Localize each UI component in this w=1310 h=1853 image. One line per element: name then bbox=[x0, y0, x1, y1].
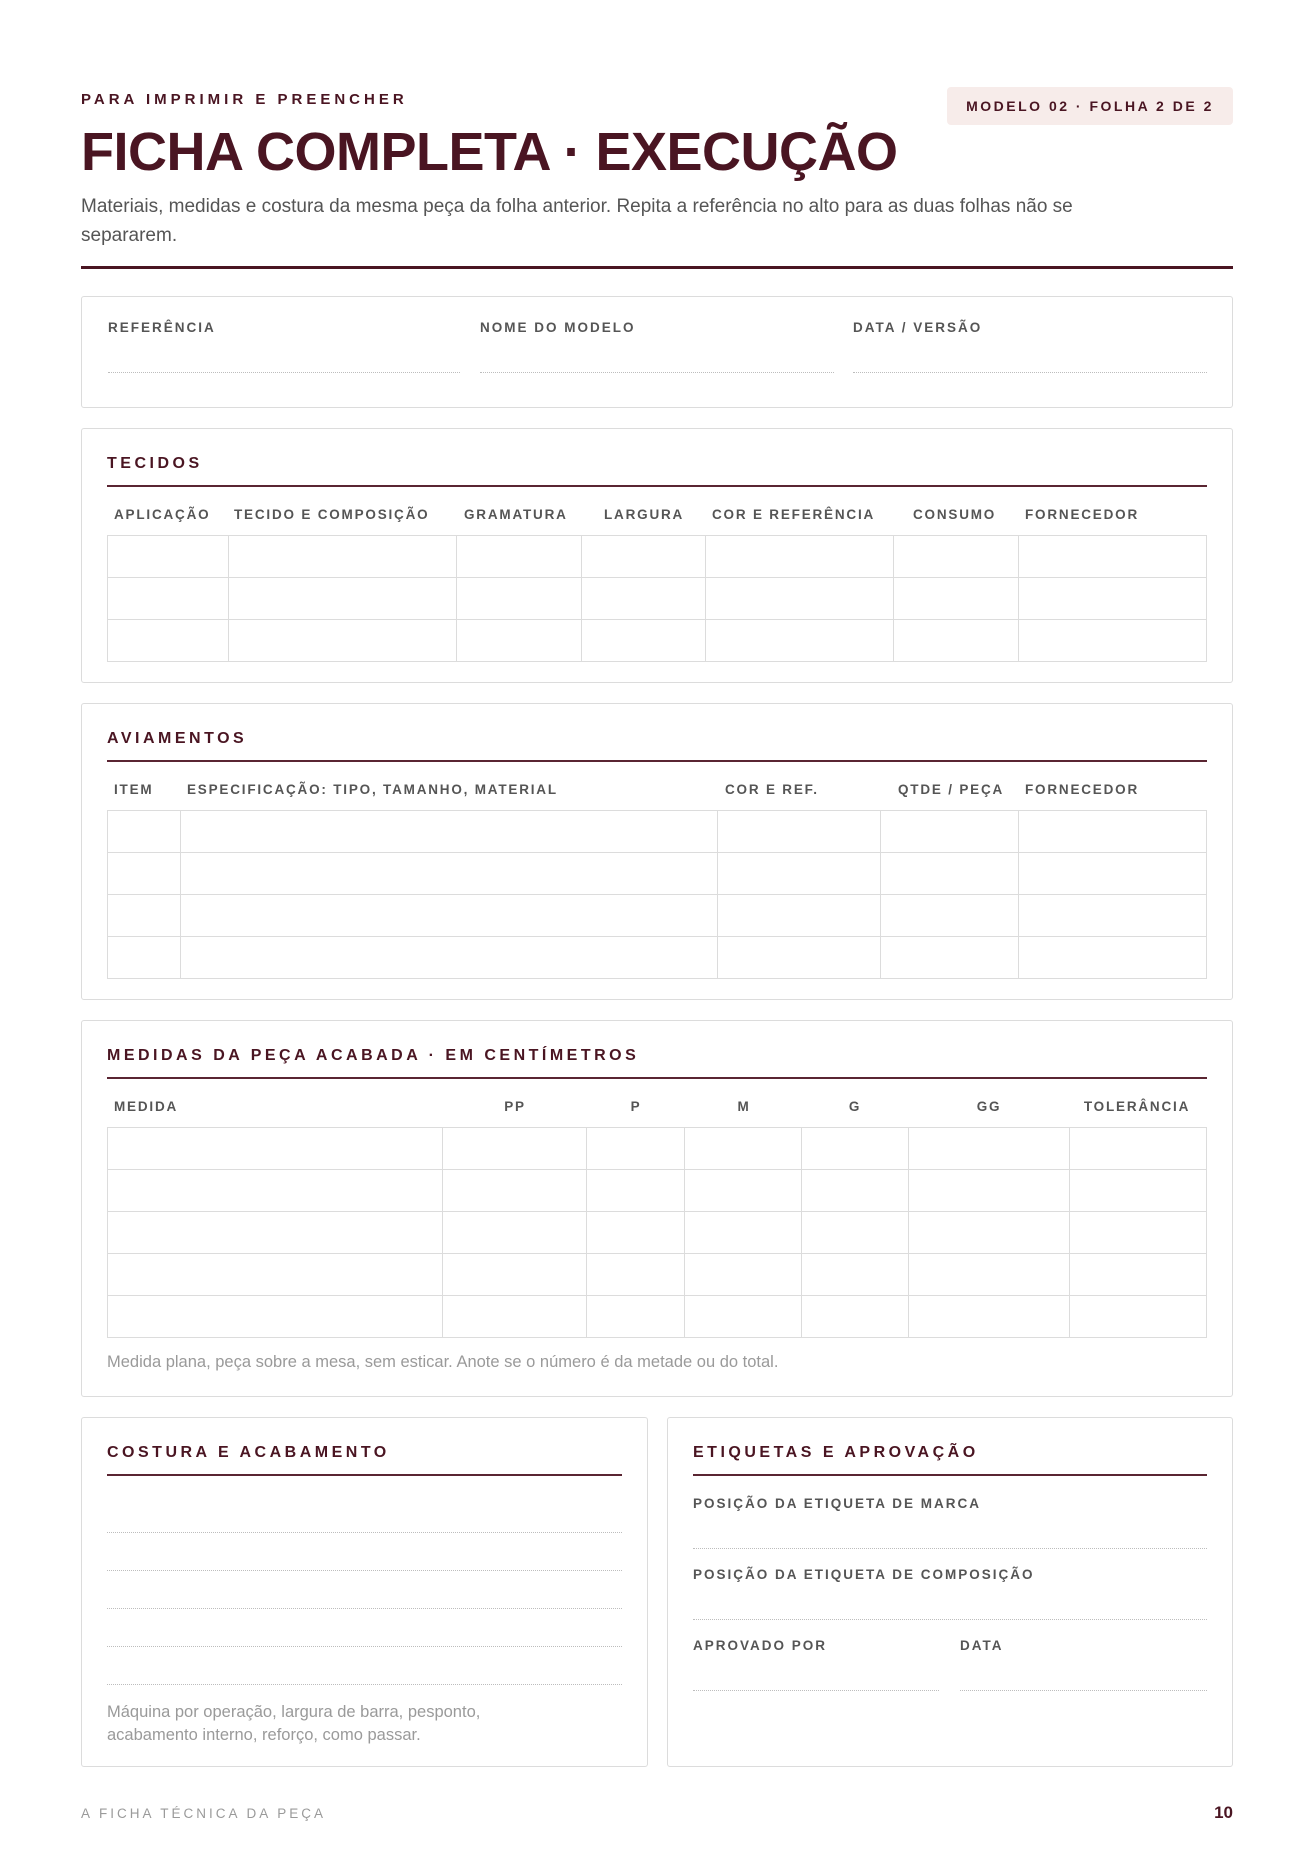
table-row bbox=[108, 1296, 1207, 1338]
etiqueta-composicao-field[interactable] bbox=[693, 1619, 1207, 1620]
tecidos-rule bbox=[107, 485, 1207, 487]
col-consumo: CONSUMO bbox=[913, 507, 997, 522]
col-largura: LARGURA bbox=[604, 507, 685, 522]
table-row bbox=[108, 1254, 1207, 1296]
col-cor-referencia: COR E REFERÊNCIA bbox=[712, 507, 876, 522]
col-p: P bbox=[630, 1099, 642, 1114]
col-m: M bbox=[737, 1099, 751, 1114]
col-g: G bbox=[848, 1099, 862, 1114]
col-medida: MEDIDA bbox=[114, 1099, 179, 1114]
medidas-table bbox=[107, 1127, 1207, 1338]
costura-note: Máquina por operação, largura de barra, pesponto, acabamento interno, reforço, como passar. bbox=[107, 1703, 481, 1744]
date-version-label: DATA / VERSÃO bbox=[853, 320, 983, 335]
costura-line[interactable] bbox=[107, 1684, 622, 1685]
tecidos-title: TECIDOS bbox=[107, 455, 203, 472]
costura-line[interactable] bbox=[107, 1646, 622, 1647]
col-aplicacao: APLICAÇÃO bbox=[114, 507, 211, 522]
header-rule bbox=[81, 266, 1233, 269]
aprovado-por-field[interactable] bbox=[693, 1690, 939, 1691]
col-especificacao: ESPECIFICAÇÃO: TIPO, TAMANHO, MATERIAL bbox=[187, 782, 558, 797]
etiquetas-section bbox=[667, 1417, 1233, 1767]
model-name-field[interactable] bbox=[480, 372, 834, 373]
date-version-field[interactable] bbox=[853, 372, 1207, 373]
costura-line[interactable] bbox=[107, 1532, 622, 1533]
etiqueta-marca-field[interactable] bbox=[693, 1548, 1207, 1549]
footer-left: A FICHA TÉCNICA DA PEÇA bbox=[81, 1806, 327, 1821]
table-row bbox=[108, 895, 1207, 937]
page bbox=[81, 0, 1233, 1853]
etiqueta-marca-label: POSIÇÃO DA ETIQUETA DE MARCA bbox=[693, 1496, 982, 1511]
table-row bbox=[108, 578, 1207, 620]
identification-box bbox=[81, 296, 1233, 408]
table-row bbox=[108, 536, 1207, 578]
page-title: FICHA COMPLETA · EXECUÇÃO bbox=[81, 122, 898, 182]
col-fornecedor: FORNECEDOR bbox=[1025, 507, 1140, 522]
reference-label: REFERÊNCIA bbox=[108, 320, 216, 335]
costura-section bbox=[81, 1417, 648, 1767]
page-subtitle: Materiais, medidas e costura da mesma peça da folha anterior. Repita a referência no alto para as duas folhas não se separarem. bbox=[81, 196, 1073, 246]
tecidos-table bbox=[107, 535, 1207, 662]
aviamentos-table bbox=[107, 810, 1207, 979]
etiquetas-rule bbox=[693, 1474, 1207, 1476]
col-tecido: TECIDO E COMPOSIÇÃO bbox=[234, 507, 430, 522]
table-row bbox=[108, 937, 1207, 979]
costura-line[interactable] bbox=[107, 1570, 622, 1571]
table-row bbox=[108, 811, 1207, 853]
col-item: ITEM bbox=[114, 782, 154, 797]
col-cor-ref: COR E REF. bbox=[725, 782, 819, 797]
medidas-rule bbox=[107, 1077, 1207, 1079]
table-row bbox=[108, 1128, 1207, 1170]
costura-title: COSTURA E ACABAMENTO bbox=[107, 1444, 390, 1461]
aviamentos-title: AVIAMENTOS bbox=[107, 730, 248, 747]
aprovado-por-label: APROVADO POR bbox=[693, 1638, 828, 1653]
kicker: PARA IMPRIMIR E PREENCHER bbox=[81, 91, 408, 108]
col-gg: GG bbox=[976, 1099, 1002, 1114]
aviamentos-section bbox=[81, 703, 1233, 1000]
etiqueta-composicao-label: POSIÇÃO DA ETIQUETA DE COMPOSIÇÃO bbox=[693, 1567, 1035, 1582]
costura-line[interactable] bbox=[107, 1608, 622, 1609]
model-name-label: NOME DO MODELO bbox=[480, 320, 636, 335]
costura-rule bbox=[107, 1474, 622, 1476]
tecidos-section bbox=[81, 428, 1233, 683]
col-tolerancia: TOLERÂNCIA bbox=[1083, 1099, 1191, 1114]
medidas-note: Medida plana, peça sobre a mesa, sem esticar. Anote se o número é da metade ou do total. bbox=[107, 1353, 779, 1371]
col-gramatura: GRAMATURA bbox=[464, 507, 568, 522]
page-number: 10 bbox=[1214, 1803, 1233, 1822]
sheet-badge: MODELO 02 · FOLHA 2 DE 2 bbox=[947, 87, 1233, 125]
table-row bbox=[108, 1212, 1207, 1254]
reference-field[interactable] bbox=[108, 372, 460, 373]
table-row bbox=[108, 853, 1207, 895]
aviamentos-rule bbox=[107, 760, 1207, 762]
table-row bbox=[108, 1170, 1207, 1212]
medidas-section bbox=[81, 1020, 1233, 1397]
col-qtde-peca: QTDE / PEÇA bbox=[898, 782, 1005, 797]
data-label: DATA bbox=[960, 1638, 1004, 1653]
col-pp: PP bbox=[504, 1099, 526, 1114]
etiquetas-title: ETIQUETAS E APROVAÇÃO bbox=[693, 1444, 979, 1461]
table-row bbox=[108, 620, 1207, 662]
col-fornecedor-aviamentos: FORNECEDOR bbox=[1025, 782, 1140, 797]
data-field[interactable] bbox=[960, 1690, 1207, 1691]
medidas-title: MEDIDAS DA PEÇA ACABADA · EM CENTÍMETROS bbox=[107, 1047, 640, 1064]
